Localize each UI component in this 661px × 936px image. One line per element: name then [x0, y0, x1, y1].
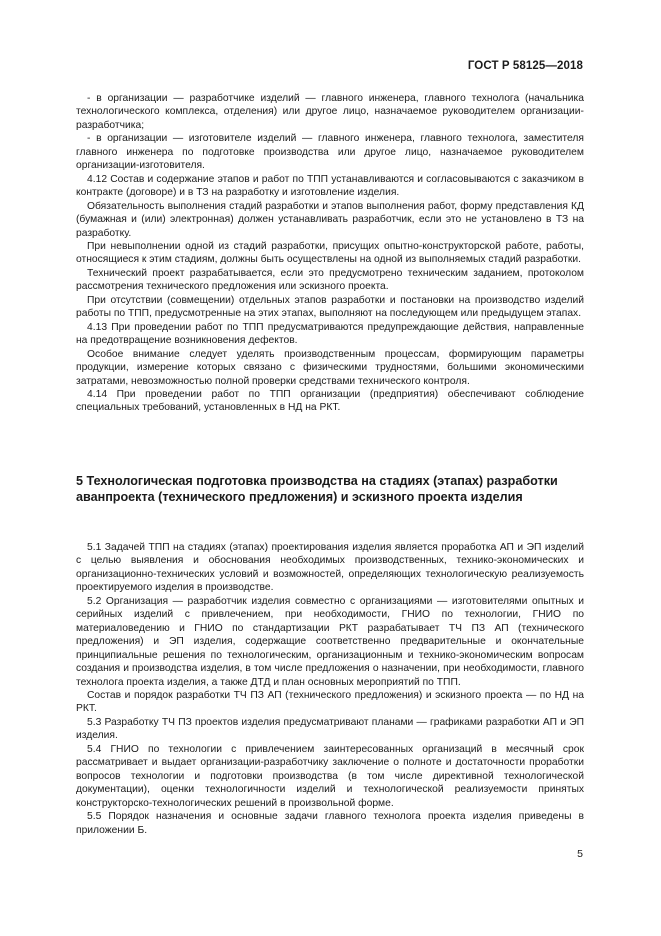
- paragraph: 4.12 Состав и содержание этапов и работ по ТПП устанавливаются и согласовываются с заказчиком в контракте (договоре) и в ТЗ на разработку и изготовление изделия.: [76, 173, 584, 199]
- paragraph: - в организации — изготовителе изделий — главного инженера, главного технолога, заместителя главного инженера по подготовке производства или другое лицо, назначаемое руководителем организации-изготовителя.: [76, 133, 584, 172]
- section-5-body: [76, 541, 584, 837]
- paragraph: 5.5 Порядок назначения и основные задачи главного технолога проекта изделия приведены в приложении Б.: [76, 811, 584, 836]
- paragraph: При невыполнении одной из стадий разработки, присущих опытно-конструкторской работе, работы, относящиеся к этим стадиям, должны быть осуществлены на одной из выполняемых стадий разработки.: [76, 240, 584, 266]
- paragraph: Особое внимание следует уделять производственным процессам, формирующим параметры продукции, измерение которых связано с физическими трудностями, большими экономическими затратами, невозможностью полной проверки средствами технического контроля.: [76, 348, 584, 387]
- paragraph: 5.2 Организация — разработчик изделия совместно с организациями — изготовителями опытных и серийных изделий с привлечением, при необходимости, ГНИО по технологии, ГНИО по материаловедению и ГНИО по стандартизации РКТ разрабатывает ТЧ ПЗ АП (технического предложения) и ЭП изделия, содержащие соответственно предварительные и окончательные принципиальные решения по технологическим, организационным и технико-экономическим вопросам создания и производства изделия, в том числе предложения о назначении, при необходимости, главного технолога проекта изделия, а также ДТД и план основных мероприятий по ТПП.: [76, 595, 584, 688]
- paragraph: Состав и порядок разработки ТЧ ПЗ АП (технического предложения) и эскизного проекта — по НД на РКТ.: [76, 689, 584, 715]
- paragraph: Технический проект разрабатывается, если это предусмотрено техническим заданием, протоколом рассмотрения технического предложения или эскизного проекта.: [76, 267, 584, 293]
- paragraph: 5.1 Задачей ТПП на стадиях (этапах) проектирования изделия является проработка АП и ЭП изделий с целью выявления и обоснования необходимых производственных, технико-экономических и организационно-технических условий и возможностей, определяющих технологическую реализуемость проектируемого изделия в производстве.: [76, 542, 584, 594]
- section-heading: 5 Технологическая подготовка производства на стадиях (этапах) разработки аванпроекта (технического предложения) и эскизного проекта изделия: [76, 474, 558, 504]
- paragraph: 4.14 При проведении работ по ТПП организации (предприятия) обеспечивают соблюдение специальных требований, установленных в НД на РКТ.: [76, 388, 584, 414]
- standard-designation: ГОСТ Р 58125—2018: [467, 60, 583, 72]
- paragraph: Обязательность выполнения стадий разработки и этапов выполнения работ, форму представления КД (бумажная и (или) электронная) должен устанавливать разработчик, если это не установлено в ТЗ на разработку.: [76, 200, 584, 239]
- paragraph: 5.4 ГНИО по технологии с привлечением заинтересованных организаций в месячный срок рассматривает и выдает организации-разработчику заключение о полноте и достаточности проработки вопросов технологии и подготовки производства (в том числе директивной технологической документации), оценки технологичности изделий и технологической реализуемости принятых конструкторско-технологических решений в произвольной форме.: [76, 743, 584, 809]
- paragraph: При отсутствии (совмещении) отдельных этапов разработки и постановки на производство изделий работы по ТПП, предусмотренные на этих этапах, выполняют на последующем или предыдущем этапах.: [76, 294, 584, 320]
- page-number: 5: [577, 848, 583, 860]
- paragraph: 5.3 Разработку ТЧ ПЗ проектов изделия предусматривают планами — графиками разработки АП и ЭП изделия.: [76, 716, 584, 742]
- section-5-heading-block: [76, 474, 584, 505]
- paragraph: 4.13 При проведении работ по ТПП предусматриваются предупреждающие действия, направленные на предотвращение возникновения дефектов.: [76, 321, 584, 347]
- paragraph: - в организации — разработчике изделий — главного инженера, главного технолога (начальника технологического комплекса, отделения) или другое лицо, назначаемое руководителем организации-разработчика;: [76, 93, 584, 131]
- section-4-continuation: [76, 92, 584, 415]
